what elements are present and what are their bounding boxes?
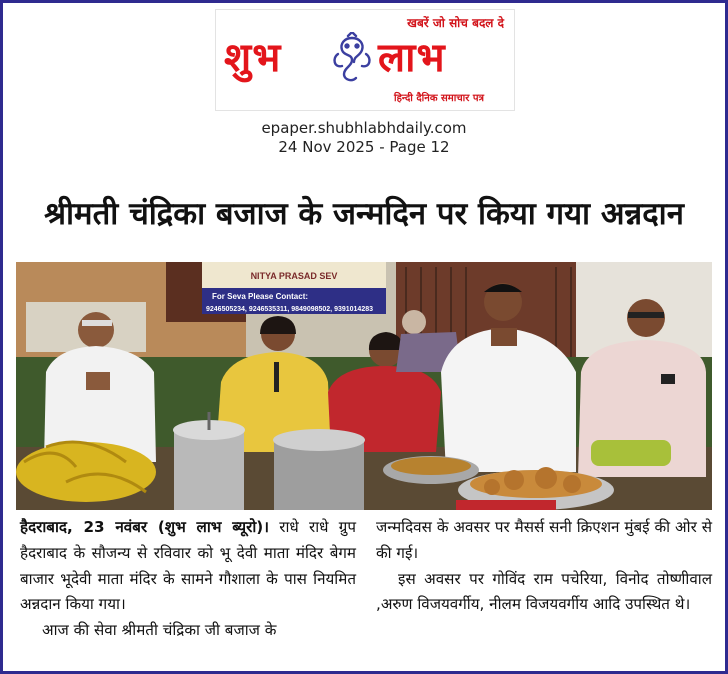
article-column-right xyxy=(376,515,712,618)
ganesha-icon xyxy=(330,32,374,84)
edition-date-page: 24 Nov 2025 - Page 12 xyxy=(278,138,450,156)
masthead-logo xyxy=(215,9,515,111)
logo-text-shubh: शुभ xyxy=(224,35,282,81)
logo-text-labh: लाभ xyxy=(378,35,446,81)
article-column-left xyxy=(20,515,356,644)
banner-line1: For Seva Please Contact: xyxy=(212,292,309,301)
masthead-tagline: खबरें जो सोच बदल दे xyxy=(407,16,504,30)
epaper-url: epaper.shubhlabhdaily.com xyxy=(261,119,467,137)
masthead-subtag: हिन्दी दैनिक समाचार पत्र xyxy=(394,93,485,104)
article-para-3: इस अवसर पर गोविंद राम पचेरिया, विनोद तोष्णीवाल ,अरुण विजयवर्गीय, नीलम विजयवर्गीय आदि उपस्थित थे। xyxy=(376,569,712,614)
seva-banner xyxy=(202,262,386,314)
article-para-1 xyxy=(20,515,356,618)
article-para-2-end: जन्मदिवस के अवसर पर मैसर्स सनी क्रिएशन मुंबई की ओर से की गई। xyxy=(376,518,712,562)
article-para-2-start: आज की सेवा श्रीमती चंद्रिका जी बजाज के xyxy=(42,621,277,640)
article-photo xyxy=(16,262,712,510)
banner-right-text: NITYA PRASAD SEV xyxy=(250,271,338,281)
bananas xyxy=(16,442,156,502)
banner-line2: 9246505234, 9246535311, 9849098502, 9391014283 xyxy=(206,306,374,313)
article-para-1-text: राधे राधे ग्रुप हैदराबाद के सौजन्य से रविवार को भू देवी माता मंदिर बेगम बाजार भूदेवी माता मंदिर के सामने गौशाला के पास नियमित अन्नदान किया गया। xyxy=(20,518,356,614)
article-dateline: हैदराबाद, 23 नवंबर (शुभ लाभ ब्यूरो)। xyxy=(20,518,269,536)
article-headline: श्रीमती चंद्रिका बजाज के जन्मदिन पर किया गया अन्नदान xyxy=(44,196,684,232)
